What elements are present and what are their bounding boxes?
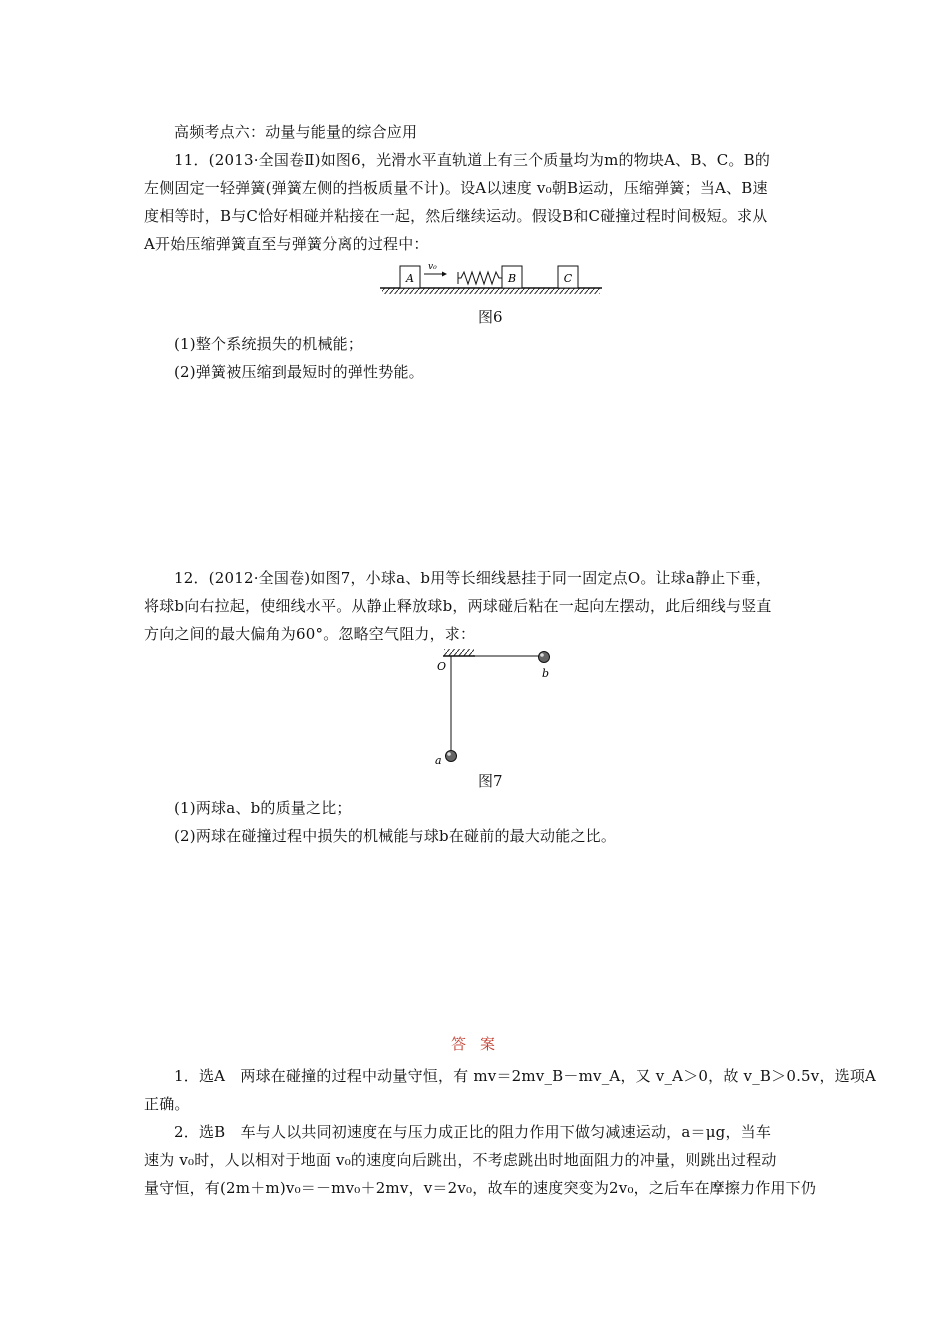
ball-b bbox=[539, 652, 550, 663]
section-title: 高频考点六：动量与能量的综合应用 bbox=[174, 123, 418, 141]
figure-7-caption: 图7 bbox=[478, 772, 503, 790]
pivot-label: O bbox=[437, 660, 447, 673]
q11-line-2: 左侧固定一轻弹簧(弹簧左侧的挡板质量不计)。设A以速度 v₀朝B运动，压缩弹簧；当A、B速 bbox=[144, 179, 768, 197]
ceiling-hatching bbox=[444, 649, 474, 656]
q11-line-1: 11．(2013·全国卷Ⅱ)如图6，光滑水平直轨道上有三个质量均为m的物块A、B、C。B的 bbox=[174, 151, 771, 169]
q11-line-3: 度相等时，B与C恰好相碰并粘接在一起，然后继续运动。假设B和C碰撞过程时间极短。求从 bbox=[144, 207, 768, 225]
block-b-label: B bbox=[507, 272, 517, 285]
q12-line-1: 12．(2012·全国卷)如图7，小球a、b用等长细线悬挂于同一固定点O。让球a静止下垂， bbox=[174, 569, 772, 587]
q12-line-2: 将球b向右拉起，使细线水平。从静止释放球b，两球碰后粘在一起向左摆动，此后细线与竖直 bbox=[144, 597, 772, 615]
block-c-label: C bbox=[563, 272, 573, 285]
answer-line-1: 1．选A 两球在碰撞的过程中动量守恒，有 mv＝2mv_B－mv_A，又 v_A＞0，故 v_B＞0.5v，选项A bbox=[174, 1067, 877, 1085]
q11-part-1: (1)整个系统损失的机械能； bbox=[174, 335, 364, 353]
figure-7-diagram bbox=[432, 646, 562, 770]
figure-6-diagram bbox=[378, 260, 604, 300]
q11-line-4: A开始压缩弹簧直至与弹簧分离的过程中： bbox=[144, 235, 429, 253]
answer-line-3: 2．选B 车与人以共同初速度在与压力成正比的阻力作用下做匀减速运动，a＝μg，当车 bbox=[174, 1123, 772, 1141]
q12-part-1: (1)两球a、b的质量之比； bbox=[174, 799, 352, 817]
answer-line-2: 正确。 bbox=[144, 1095, 190, 1113]
velocity-label: v₀ bbox=[428, 262, 437, 272]
ball-a-label: a bbox=[435, 754, 442, 767]
q12-part-2: (2)两球在碰撞过程中损失的机械能与球b在碰前的最大动能之比。 bbox=[174, 827, 617, 845]
spring bbox=[458, 272, 502, 284]
answer-line-5: 量守恒，有(2m＋m)v₀＝－mv₀＋2mv，v＝2v₀，故车的速度突变为2v₀，之后车在摩擦力作用下仍 bbox=[144, 1179, 817, 1197]
ball-a bbox=[446, 751, 457, 762]
q12-line-3: 方向之间的最大偏角为60°。忽略空气阻力，求： bbox=[144, 625, 476, 643]
q11-part-2: (2)弹簧被压缩到最短时的弹性势能。 bbox=[174, 363, 424, 381]
ball-b-label: b bbox=[542, 667, 550, 680]
figure-6-caption: 图6 bbox=[478, 308, 503, 326]
answer-line-4: 速为 v₀时，人以相对于地面 v₀的速度向后跳出，不考虑跳出时地面阻力的冲量，则跳出过程动 bbox=[144, 1151, 777, 1169]
track-hatching bbox=[382, 288, 600, 294]
answers-title: 答案 bbox=[451, 1035, 510, 1053]
block-a-label: A bbox=[406, 272, 414, 285]
